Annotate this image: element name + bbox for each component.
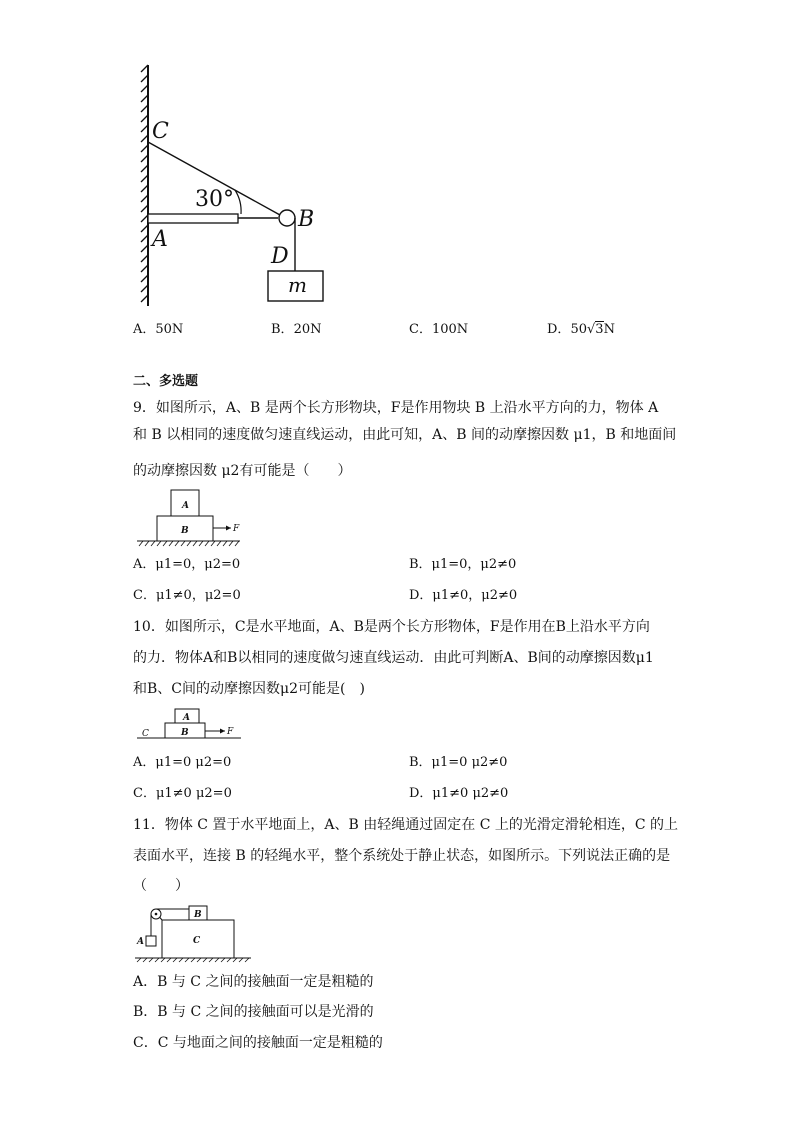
label-a: A [137, 937, 144, 947]
label-a: A [152, 227, 168, 252]
label-f: F [227, 727, 234, 737]
q11-line-2: 表面水平，连接 B 的轻绳水平，整个系统处于静止状态，如图所示。下列说法正确的是 [133, 848, 671, 864]
label-b: B [181, 728, 189, 738]
label-angle: 30° [195, 187, 234, 212]
q8-option-d[interactable]: D．50√ 3N [547, 322, 615, 337]
label-a: A [182, 501, 189, 511]
label-c: C [193, 936, 201, 946]
q10-option-b[interactable]: B．μ1=0 μ2≠0 [409, 755, 508, 770]
q9-option-c[interactable]: C．μ1≠0，μ2=0 [133, 588, 241, 603]
q10-line-3: 和B、C间的动摩擦因数μ2可能是( ) [133, 681, 365, 697]
sqrt-symbol: √ 3 [586, 322, 604, 337]
q9-line-2: 和 B 以相同的速度做匀速直线运动，由此可知，A、B 间的动摩擦因数 μ1，B 和地面间 [133, 427, 677, 443]
q10-line-1: 10．如图所示，C是水平地面，A、B是两个长方形物体，F是作用在B上沿水平方向 [133, 619, 650, 635]
q8-figure [130, 60, 340, 310]
q11-option-b[interactable]: B．B 与 C 之间的接触面可以是光滑的 [133, 1004, 374, 1020]
label-m: m [288, 273, 307, 297]
q8-option-b[interactable]: B．20N [271, 322, 322, 337]
q9-option-a[interactable]: A．μ1=0，μ2=0 [133, 557, 241, 572]
q11-option-a[interactable]: A．B 与 C 之间的接触面一定是粗糙的 [133, 974, 374, 990]
q9-option-d[interactable]: D．μ1≠0，μ2≠0 [409, 588, 518, 603]
q11-line-3: （ ） [133, 878, 189, 894]
label-d: D [271, 244, 289, 269]
label-b: B [194, 910, 202, 920]
q10-line-2: 的力．物体A和B以相同的速度做匀速直线运动．由此可判断A、B间的动摩擦因数μ1 [133, 650, 654, 666]
label-a: A [183, 713, 190, 723]
label-b: B [298, 207, 315, 232]
q9-line-1: 9．如图所示，A、B 是两个长方形物块，F是作用物块 B 上沿水平方向的力，物体 A [133, 400, 659, 416]
q10-option-d[interactable]: D．μ1≠0 μ2≠0 [409, 786, 509, 801]
rod-ab [148, 214, 238, 223]
label-b: B [181, 526, 189, 536]
q10-figure [135, 707, 245, 743]
q11-line-1: 11．物体 C 置于水平地面上，A、B 由轻绳通过固定在 C 上的光滑定滑轮相连，C 的上 [133, 817, 679, 833]
q8-option-c[interactable]: C．100N [409, 322, 469, 337]
q9-line-3: 的动摩擦因数 μ2有可能是（ ） [133, 463, 352, 479]
q9-figure [135, 487, 245, 549]
section-title: 二、多选题 [133, 374, 199, 389]
label-c: C [152, 119, 169, 144]
q9-option-b[interactable]: B．μ1=0，μ2≠0 [409, 557, 517, 572]
q11-figure [135, 902, 253, 964]
wall-hatching [141, 65, 148, 302]
q10-option-c[interactable]: C．μ1≠0 μ2=0 [133, 786, 232, 801]
q10-option-a[interactable]: A．μ1=0 μ2=0 [133, 755, 232, 770]
label-f: F [233, 524, 240, 534]
block-a [146, 936, 156, 946]
q8-option-a[interactable]: A．50N [133, 322, 184, 337]
label-c: C [142, 729, 149, 739]
pulley-b [279, 210, 295, 226]
q11-option-c[interactable]: C．C 与地面之间的接触面一定是粗糙的 [133, 1035, 383, 1051]
